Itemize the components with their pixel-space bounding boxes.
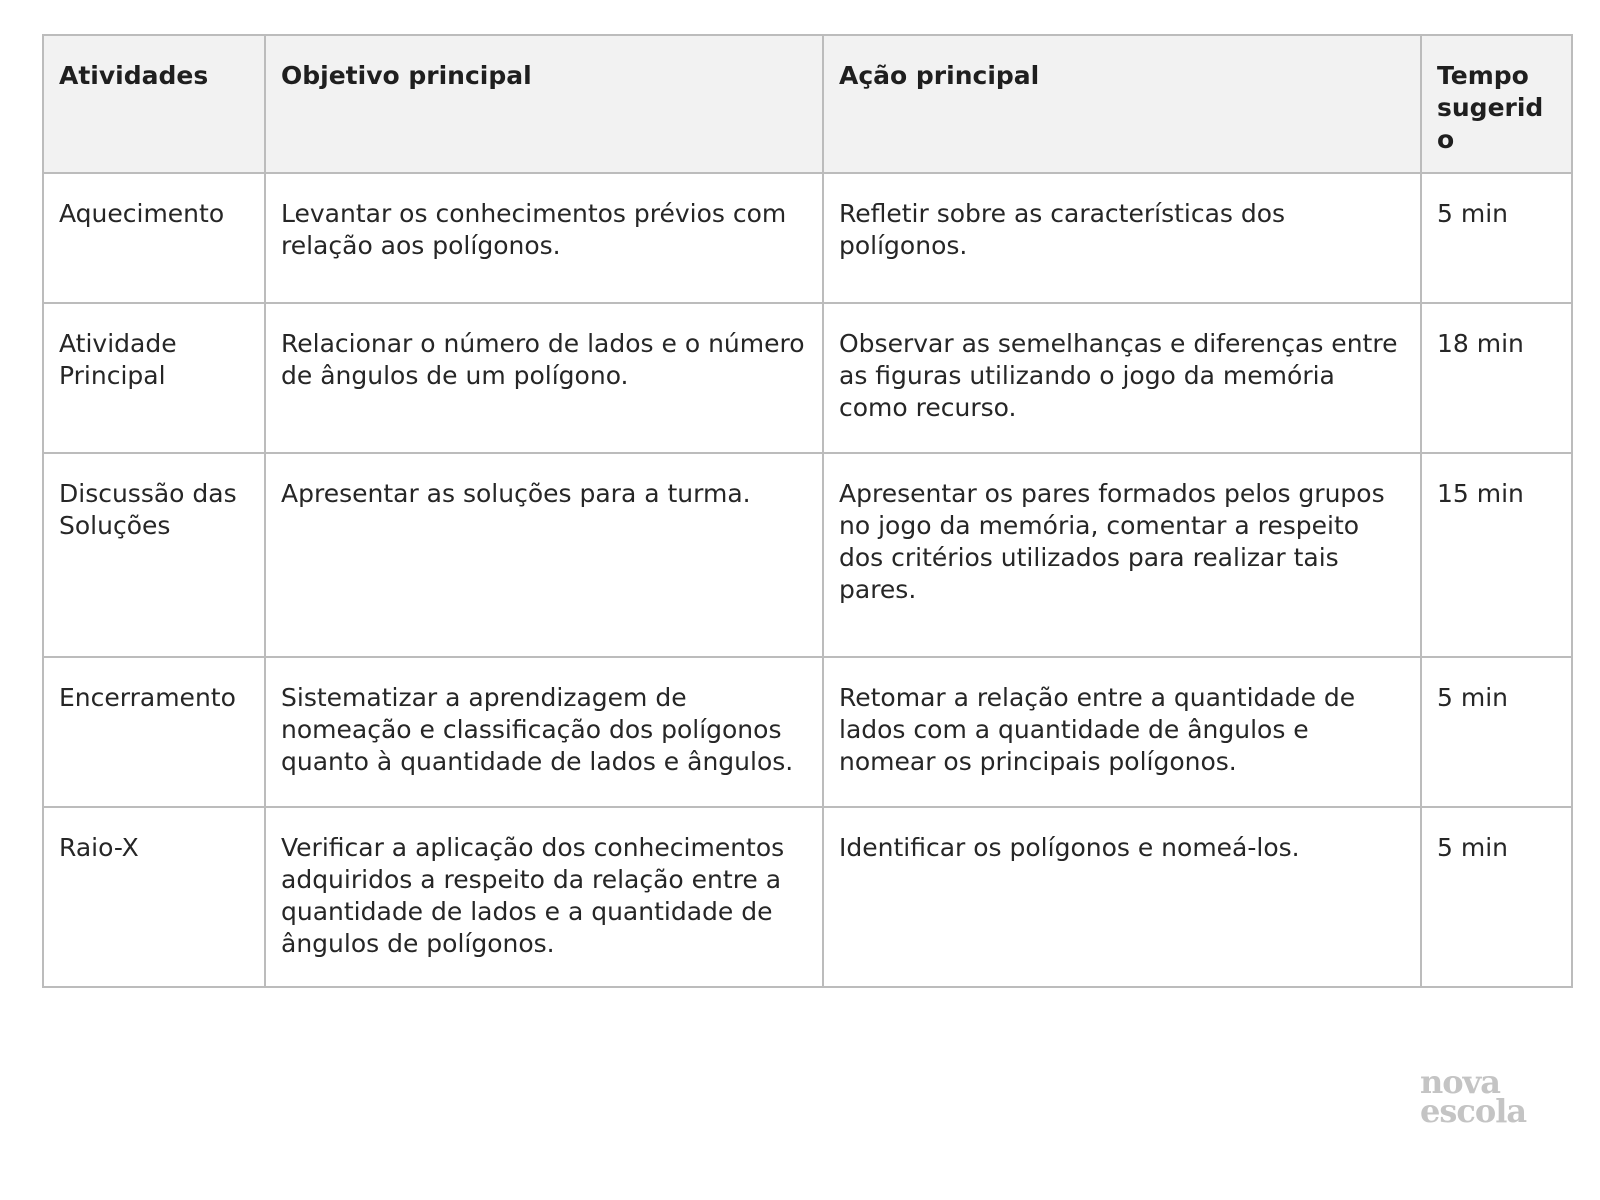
header-objetivo-principal: Objetivo principal (265, 35, 823, 173)
cell-acao: Observar as semelhanças e diferenças entre as figuras utilizando o jogo da memória como recurso. (823, 303, 1421, 453)
table-row (43, 303, 1572, 453)
cell-tempo: 5 min (1421, 657, 1572, 807)
header-atividades: Atividades (43, 35, 265, 173)
table-row (43, 173, 1572, 303)
cell-atividade: Raio-X (43, 807, 265, 987)
cell-atividade: Aquecimento (43, 173, 265, 303)
cell-acao: Identificar os polígonos e nomeá-los. (823, 807, 1421, 987)
cell-tempo: 5 min (1421, 173, 1572, 303)
cell-tempo: 15 min (1421, 453, 1572, 657)
cell-atividade: Discussão das Soluções (43, 453, 265, 657)
table-row (43, 453, 1572, 657)
header-tempo-sugerido: Tempo sugerido (1421, 35, 1572, 173)
header-acao-principal: Ação principal (823, 35, 1421, 173)
table-header-row (43, 35, 1572, 173)
cell-atividade: Encerramento (43, 657, 265, 807)
activities-table (42, 34, 1573, 988)
cell-objetivo: Levantar os conhecimentos prévios com relação aos polígonos. (265, 173, 823, 303)
cell-objetivo: Apresentar as soluções para a turma. (265, 453, 823, 657)
table-row (43, 807, 1572, 987)
cell-tempo: 18 min (1421, 303, 1572, 453)
cell-acao: Retomar a relação entre a quantidade de lados com a quantidade de ângulos e nomear os principais polígonos. (823, 657, 1421, 807)
table-row (43, 657, 1572, 807)
cell-objetivo: Verificar a aplicação dos conhecimentos adquiridos a respeito da relação entre a quantidade de lados e a quantidade de ângulos de polígonos. (265, 807, 823, 987)
cell-atividade: Atividade Principal (43, 303, 265, 453)
cell-acao: Refletir sobre as características dos polígonos. (823, 173, 1421, 303)
nova-escola-logo (1420, 1063, 1540, 1130)
logo-line-nova: nova (1420, 1063, 1500, 1101)
logo-line-escola: escola (1420, 1092, 1527, 1130)
cell-objetivo: Relacionar o número de lados e o número de ângulos de um polígono. (265, 303, 823, 453)
cell-tempo: 5 min (1421, 807, 1572, 987)
cell-acao: Apresentar os pares formados pelos grupos no jogo da memória, comentar a respeito dos critérios utilizados para realizar tais pares. (823, 453, 1421, 657)
cell-objetivo: Sistematizar a aprendizagem de nomeação e classificação dos polígonos quanto à quantidade de lados e ângulos. (265, 657, 823, 807)
